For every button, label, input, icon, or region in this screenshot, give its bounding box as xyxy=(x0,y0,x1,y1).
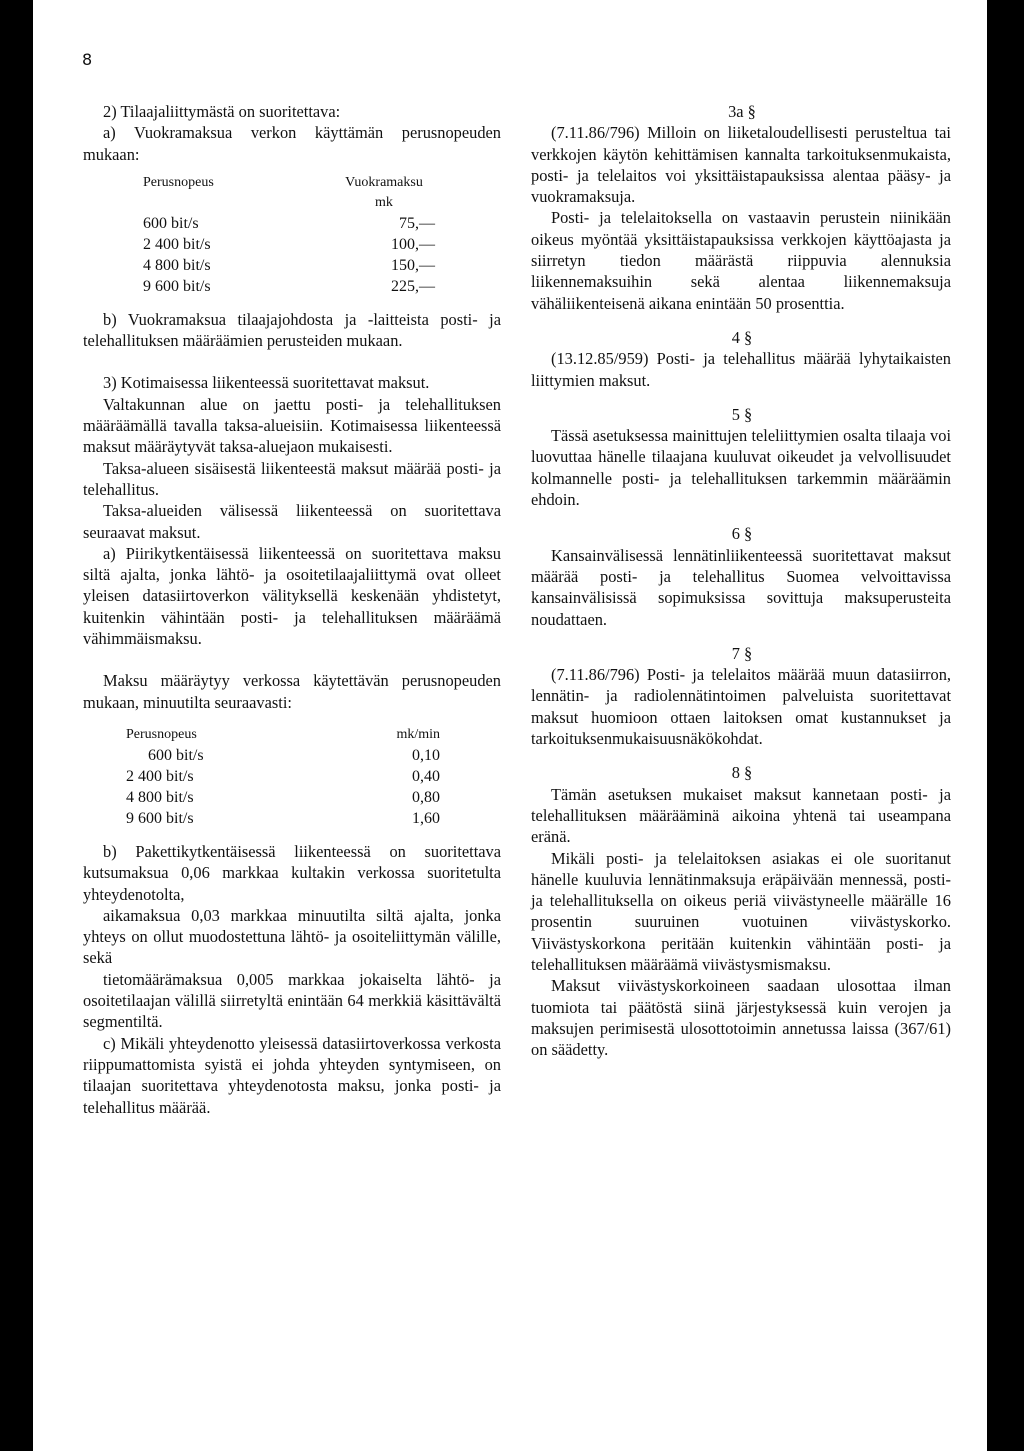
paragraph: c) Mikäli yhteydenotto yleisessä datasiirtoverkossa verkosta riippumattomista syistä ei johda yhteyden syntymiseen, on tilaajan suoritettava yhteydenotosta maksu, jonka posti- ja telehallitus määrää. xyxy=(83,1033,501,1117)
paragraph: (13.12.85/959) Posti- ja telehallitus määrää lyhytaikaisten liittymien maksut. xyxy=(531,349,951,390)
speed-cell: 2 400 bit/s xyxy=(143,235,211,253)
paragraph: b) Vuokramaksua tilaajajohdosta ja -laitteista posti- ja telehallituksen määräämien perusteiden mukaan. xyxy=(83,309,501,351)
paragraph: Maksut viivästyskorkoineen saadaan ulosottaa ilman tuomiota tai päätöstä siinä järjestyksessä kuin verojen ja maksujen perimisestä ulosottotoimin annetussa laissa (367/61) on säädetty. xyxy=(531,976,951,1060)
fee-cell: 0,40 xyxy=(412,767,440,785)
table-row xyxy=(126,787,440,808)
paragraph: b) Pakettikytkentäisessä liikenteessä on suoritettava kutsumaksua 0,06 markkaa kultakin verkossa suoritetulta yhteydenotolta, xyxy=(83,841,501,904)
speed-cell: 4 800 bit/s xyxy=(143,256,211,274)
paragraph: tietomäärämaksua 0,005 markkaa jokaiselta lähtö- ja osoitetilaajan välillä siirretyltä enintään 64 merkkiä käsittävältä segmentiltä. xyxy=(83,969,501,1032)
fee-cell: 0,80 xyxy=(412,788,440,806)
section-heading: 3a § xyxy=(728,102,756,121)
paragraph: 3) Kotimaisessa liikenteessä suoritettavat maksut. xyxy=(103,373,430,393)
table-row xyxy=(143,255,435,276)
table-header-speed: Perusnopeus xyxy=(143,174,214,190)
per-minute-fee-table xyxy=(126,725,440,829)
fee-cell: 75,— xyxy=(399,214,435,232)
speed-cell: 2 400 bit/s xyxy=(126,767,194,785)
paragraph: aikamaksua 0,03 markkaa minuutilta siltä ajalta, jonka yhteys on ollut muodostettuna lähtö- ja osoiteliittymän välille, sekä xyxy=(83,905,501,968)
fee-cell: 1,60 xyxy=(412,809,440,827)
left-column xyxy=(83,101,501,1118)
table-header-fee: Vuokramaksu xyxy=(345,174,423,190)
fee-cell: 150,— xyxy=(391,256,435,274)
speed-cell: 9 600 bit/s xyxy=(143,277,211,295)
fee-cell: 225,— xyxy=(391,277,435,295)
rental-fee-table xyxy=(143,173,435,297)
table-row xyxy=(143,213,435,234)
section-heading: 7 § xyxy=(731,643,753,663)
table-row xyxy=(126,808,440,829)
paragraph: Mikäli posti- ja telelaitoksen asiakas ei ole suoritanut hänelle kuuluvia lennätinmaksuja eräpäivään mennessä, posti- ja telehallituksella on oikeus periä viivästyneelle määrälle 16 prosentin suuruinen vuotuinen viivästyskorko. Viivästyskorkona peritään kuitenkin vähintään posti- ja telehallituksen määräämä viivästysmismaksu. xyxy=(531,848,951,974)
paragraph: Tässä asetuksessa mainittujen teleliittymien osalta tilaaja voi luovuttaa hänelle tilaajana kuuluvat oikeudet ja velvollisuudet kolmannelle posti- ja telehallituksen tarkemmin määräämin ehdoin. xyxy=(531,426,951,510)
table-row xyxy=(126,766,440,787)
section-heading: 4 § xyxy=(731,327,753,347)
table-header-unit: mk xyxy=(375,194,393,210)
paragraph: Kansainvälisessä lennätinliikenteessä suoritettavat maksut määrää posti- ja telehallitus Suomea velvoittavissa kansainvälisissä sopimuksissa sovittuja maksuperusteita noudattaen. xyxy=(531,545,951,629)
paragraph: Posti- ja telelaitoksella on vastaavin perustein niinikään oikeus myöntää yksittäistapauksissa verkkojen käyttöajasta ja siirretyn tiedon määrästä riippuvia alennuksia liikennemaksuihin sekä alentaa liikennemaksuja vähäliikenteisenä aikana enintään 50 prosenttia. xyxy=(531,208,951,313)
paragraph: a) Vuokramaksua verkon käyttämän perusnopeuden mukaan: xyxy=(83,123,501,164)
table-row xyxy=(143,276,435,297)
paragraph: Tämän asetuksen mukaiset maksut kannetaan posti- ja telehallituksen määrääminä aikoina yhtenä tai useampana eränä. xyxy=(531,784,951,847)
fee-cell: 100,— xyxy=(391,235,435,253)
speed-cell: 4 800 bit/s xyxy=(126,788,194,806)
table-header-speed: Perusnopeus xyxy=(126,726,197,742)
page-number: 8 xyxy=(82,50,93,69)
fee-cell: 0,10 xyxy=(412,746,440,764)
paragraph: a) Piirikytkentäisessä liikenteessä on suoritettava maksu siltä ajalta, jonka lähtö- ja osoitetilaajaliittymä ovat olleet yleisen datasiirtoverkon välityksellä keskenään yhdistetyt, kuitenkin vähintään posti- ja telehallituksen määräämä vähimmäismaksu. xyxy=(83,543,501,649)
table-row xyxy=(143,234,435,255)
speed-cell: 600 bit/s xyxy=(148,746,204,764)
paragraph: Taksa-alueen sisäisestä liikenteestä maksut määrää posti- ja telehallitus. xyxy=(83,458,501,499)
paragraph: 2) Tilaajaliittymästä on suoritettava: xyxy=(103,102,341,121)
section-heading: 8 § xyxy=(731,763,753,783)
table-row xyxy=(126,745,440,766)
paragraph: Maksu määräytyy verkossa käytettävän perusnopeuden mukaan, minuutilta seuraavasti: xyxy=(83,671,501,712)
section-heading: 6 § xyxy=(731,524,753,544)
table-header-fee: mk/min xyxy=(396,726,440,742)
section-heading: 5 § xyxy=(731,404,753,424)
right-column xyxy=(531,101,951,1060)
speed-cell: 9 600 bit/s xyxy=(126,809,194,827)
speed-cell: 600 bit/s xyxy=(143,214,199,232)
paragraph: Valtakunnan alue on jaettu posti- ja telehallituksen määräämällä tavalla taksa-alueisiin. Kotimaisessa liikenteessä maksut määräytyvät taksa-aluejaon mukaisesti. xyxy=(83,394,501,457)
paragraph: (7.11.86/796) Posti- ja telelaitos määrää muun datasiirron, lennätin- ja radiolennätintoimen palveluista suoritettavat maksut huomioon ottaen laitoksen omat kustannukset ja tarkoituksenmukaisuusnäkökohdat. xyxy=(531,665,951,749)
paragraph: Taksa-alueiden välisessä liikenteessä on suoritettava seuraavat maksut. xyxy=(83,501,501,542)
paragraph: (7.11.86/796) Milloin on liiketaloudellisesti perusteltua tai verkkojen käytön kehittämisen kannalta tarkoituksenmukaista, posti- ja telelaitos voi yksittäistapauksissa alentaa pääsy- ja vuokramaksuja. xyxy=(531,123,951,207)
